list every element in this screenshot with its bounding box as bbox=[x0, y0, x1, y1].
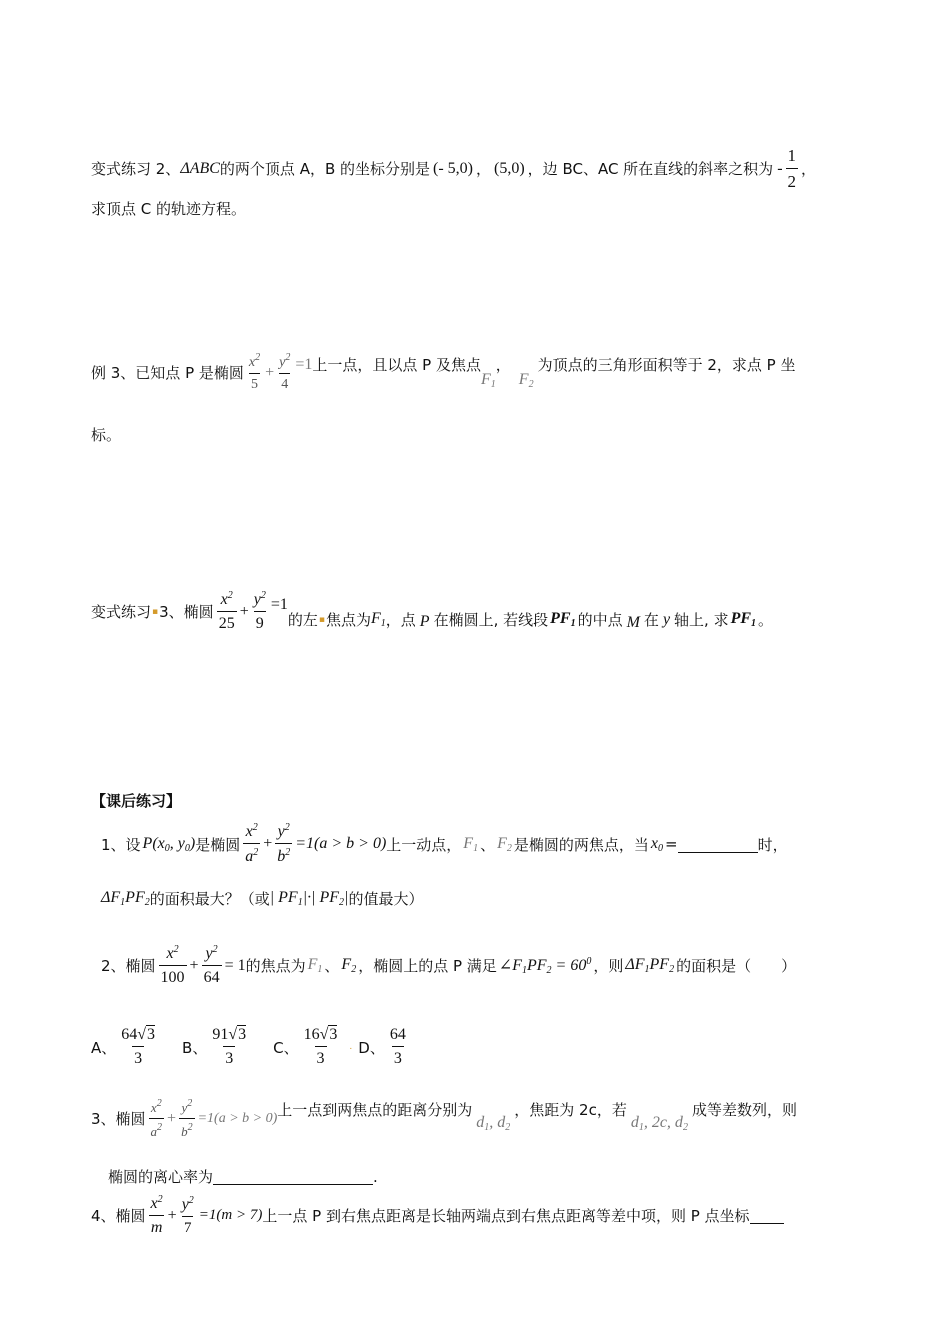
denominator: 5 bbox=[249, 373, 260, 393]
fraction-y2-4 bbox=[277, 352, 292, 393]
fraction-x2-a2 bbox=[149, 1098, 165, 1140]
text: 的面积最大？（或 bbox=[149, 890, 270, 908]
separator: ， bbox=[495, 356, 511, 375]
text: 的中点 bbox=[577, 611, 623, 630]
numerator: $y^2$ bbox=[277, 822, 290, 840]
option-a[interactable] bbox=[91, 1026, 160, 1069]
triangle-f1pf2: $\Delta F_1PF_2$ bbox=[101, 889, 150, 908]
question-1-line1 bbox=[101, 822, 788, 867]
section-title bbox=[91, 790, 181, 811]
focus-f1 bbox=[371, 610, 386, 629]
fraction-x2-25 bbox=[217, 590, 237, 634]
text: 为顶点的三角形面积等于 2，求点 P 坐 bbox=[537, 356, 796, 375]
period: 。 bbox=[758, 611, 774, 630]
numerator: $x^2$ bbox=[166, 944, 179, 962]
text: 焦点为 bbox=[325, 611, 371, 630]
segment-pf1-target bbox=[731, 610, 756, 629]
option-label: A、 bbox=[91, 1038, 117, 1057]
fraction-one-half bbox=[786, 146, 799, 191]
exercise-3-label: 变式练习 bbox=[91, 603, 152, 622]
t: |·| PF bbox=[302, 889, 340, 906]
y: y bbox=[205, 945, 213, 962]
numerator: $y^2$ bbox=[279, 352, 291, 370]
example-3-line1 bbox=[91, 352, 795, 393]
example-3-line2 bbox=[91, 424, 121, 445]
point-p: P bbox=[419, 612, 430, 630]
denominator: 25 bbox=[217, 611, 237, 633]
x0: $x_0$ bbox=[650, 834, 663, 854]
point-p-coords: $P(x_0$, $y_0$) bbox=[142, 834, 196, 854]
text: 轴上, 求 bbox=[674, 611, 729, 630]
x: x bbox=[150, 1195, 158, 1212]
condition: =1(m > 7) bbox=[198, 1207, 263, 1224]
equals-one: = 1 bbox=[224, 956, 246, 974]
triangle-abc: ΔABC bbox=[180, 159, 220, 177]
denominator: 3 bbox=[392, 1046, 404, 1068]
subscript: 2 bbox=[528, 379, 534, 391]
n: 91 bbox=[212, 1026, 229, 1043]
answer-blank-4[interactable] bbox=[750, 1207, 784, 1224]
denominator: 4 bbox=[279, 373, 290, 393]
pf: PF bbox=[550, 610, 571, 628]
numerator: $y^2$ bbox=[253, 590, 266, 608]
denominator: 3 bbox=[315, 1046, 327, 1068]
focus-f2: $F_2$ bbox=[497, 834, 512, 854]
product-pf1-pf2: | $PF_1|\cdot|$ $PF_2|$ bbox=[269, 889, 349, 908]
midpoint-m: M bbox=[626, 613, 640, 631]
text: 是椭圆 bbox=[195, 835, 241, 854]
text: 成等差数列，则 bbox=[691, 1101, 797, 1120]
text: 求顶点 C 的轨迹方程。 bbox=[91, 200, 247, 218]
f: F bbox=[518, 371, 529, 389]
subscript: 1 bbox=[751, 618, 757, 630]
condition: =1(a > b > 0) bbox=[197, 1110, 278, 1126]
fraction-y2-9 bbox=[252, 590, 268, 634]
p2: , y bbox=[169, 834, 185, 852]
t: ΔF bbox=[625, 956, 645, 974]
triangle-f1pf2: $\Delta F_1PF_2$ bbox=[625, 956, 675, 976]
pf: PF bbox=[730, 610, 752, 628]
d: d bbox=[630, 1114, 639, 1132]
t: | bbox=[344, 889, 349, 906]
radicand: 3 bbox=[147, 1026, 156, 1043]
subscript: 1 bbox=[570, 618, 576, 630]
text: ，则 bbox=[593, 957, 624, 976]
answer-options bbox=[91, 1026, 433, 1069]
text: 上一点到两焦点的距离分别为 bbox=[277, 1101, 473, 1120]
point-a: (- 5,0) bbox=[433, 159, 473, 177]
f: F bbox=[371, 610, 381, 628]
f: F bbox=[341, 956, 352, 974]
separator: 、 bbox=[324, 957, 340, 976]
denominator: 7 bbox=[182, 1216, 194, 1237]
numerator: 16√3 bbox=[303, 1026, 338, 1043]
option-value bbox=[302, 1026, 340, 1069]
focus-f2 bbox=[519, 371, 534, 390]
focus-f1 bbox=[481, 371, 496, 390]
fraction-y2-64 bbox=[202, 944, 222, 988]
text: 上一点 P 到右焦点距离是长轴两端点到右焦点距离等差中项，则 P 点坐标 bbox=[262, 1207, 750, 1226]
x: x bbox=[166, 945, 174, 962]
question-3-line1 bbox=[91, 1098, 797, 1140]
denominator: $a^2$ bbox=[149, 1118, 165, 1140]
denominator: m bbox=[149, 1215, 165, 1237]
numerator: $y^2$ bbox=[181, 1194, 194, 1213]
text: 标。 bbox=[91, 426, 122, 444]
equals-one: =1 bbox=[295, 355, 313, 373]
dot-mark: ▪ bbox=[318, 614, 325, 625]
plus-sign: + bbox=[189, 956, 199, 974]
option-value bbox=[388, 1026, 408, 1069]
denominator: 9 bbox=[254, 611, 266, 633]
numerator: 91√3 bbox=[212, 1026, 247, 1043]
numerator: $x^2$ bbox=[248, 352, 261, 370]
numerator: $x^2$ bbox=[220, 590, 233, 608]
exercise-3-line bbox=[91, 590, 773, 634]
f: F bbox=[497, 834, 507, 852]
option-label: B、 bbox=[182, 1038, 208, 1057]
p: P(x bbox=[142, 834, 165, 852]
d: , 2c, d bbox=[643, 1114, 683, 1132]
text: 在椭圆上, 若线段 bbox=[433, 611, 549, 630]
distances-d1-d2: $d_1$, $d_2$ bbox=[476, 1114, 511, 1134]
separator: ， bbox=[476, 160, 492, 179]
point-b: (5,0) bbox=[494, 159, 525, 177]
text: ，边 BC、AC 所在直线的斜率之积为 bbox=[527, 160, 774, 179]
option-label: C、 bbox=[273, 1038, 299, 1057]
text: 的左 bbox=[287, 611, 318, 630]
plus-sign: + bbox=[263, 835, 273, 853]
denominator: 3 bbox=[223, 1046, 235, 1068]
fraction-x2-100 bbox=[159, 944, 187, 988]
t: PF bbox=[649, 956, 670, 974]
condition: =1(a > b > 0) bbox=[295, 835, 387, 853]
denominator: 3 bbox=[132, 1046, 144, 1068]
text: 、椭圆 bbox=[168, 603, 214, 622]
f: F bbox=[481, 371, 491, 389]
dot-mark: . bbox=[349, 1042, 353, 1053]
text: ，点 bbox=[385, 611, 416, 630]
separator: 、 bbox=[480, 835, 496, 854]
focus-f1: $F_1$ bbox=[463, 834, 479, 854]
d: , d bbox=[489, 1114, 506, 1132]
fraction-y2-7 bbox=[180, 1195, 196, 1238]
option-c[interactable] bbox=[273, 1026, 342, 1069]
equals: = bbox=[665, 835, 678, 854]
question-3-line2 bbox=[108, 1166, 378, 1187]
t: | PF bbox=[269, 889, 298, 906]
option-label: D、 bbox=[358, 1038, 385, 1057]
question-2-line bbox=[101, 944, 796, 988]
option-b[interactable] bbox=[182, 1026, 251, 1069]
y: y bbox=[181, 1195, 189, 1213]
fraction-x2-a2 bbox=[243, 822, 260, 867]
numerator: $y^2$ bbox=[181, 1098, 193, 1115]
f: F bbox=[463, 834, 474, 852]
denominator: 100 bbox=[159, 965, 187, 987]
t: ΔF bbox=[101, 889, 121, 906]
option-d[interactable] bbox=[358, 1026, 411, 1069]
text: ，焦距为 2c，若 bbox=[514, 1101, 627, 1120]
question-4-label: 4、椭圆 bbox=[91, 1207, 146, 1226]
numerator: 64 bbox=[389, 1026, 406, 1043]
n: 64 bbox=[121, 1026, 138, 1043]
option-value bbox=[210, 1026, 248, 1069]
n: 16 bbox=[303, 1026, 320, 1043]
question-3-label: 3、椭圆 bbox=[91, 1110, 146, 1129]
question-1-label: 1、设 bbox=[101, 835, 141, 854]
t: ∠F bbox=[498, 957, 522, 975]
numerator: 64√3 bbox=[121, 1026, 156, 1043]
x: x bbox=[650, 834, 658, 852]
numerator: $x^2$ bbox=[150, 1098, 162, 1115]
numerator: $x^2$ bbox=[150, 1194, 163, 1212]
t: = 60 bbox=[555, 957, 587, 975]
text: ，椭圆上的点 P 满足 bbox=[358, 957, 497, 976]
minus-sign: - bbox=[777, 159, 783, 177]
denominator: 2 bbox=[786, 168, 799, 192]
plus-sign: + bbox=[265, 363, 275, 381]
text: 的焦点为 bbox=[245, 957, 306, 976]
exercise-number: 3 bbox=[159, 602, 169, 621]
subscript: 1 bbox=[490, 379, 496, 391]
text: 椭圆的离心率为 bbox=[108, 1168, 214, 1186]
y-axis: y bbox=[662, 610, 671, 628]
t: PF bbox=[526, 957, 547, 975]
p3: ) bbox=[189, 834, 196, 852]
exercise-2-line2 bbox=[91, 198, 246, 219]
f: F bbox=[307, 956, 318, 974]
fraction-y2-b2 bbox=[275, 822, 292, 867]
exercise-2-label: 变式练习 2、 bbox=[91, 160, 181, 179]
fraction-x2-m bbox=[149, 1194, 165, 1238]
answer-blank-3[interactable] bbox=[213, 1168, 373, 1185]
fraction-x2-5 bbox=[247, 352, 262, 393]
text: 的面积是（ bbox=[676, 957, 752, 976]
text: 是椭圆的两焦点，当 bbox=[513, 835, 649, 854]
question-1-line2 bbox=[101, 888, 423, 909]
denominator: $b^2$ bbox=[275, 843, 292, 866]
text: ） bbox=[781, 957, 797, 976]
dot-mark: ▪ bbox=[152, 606, 159, 617]
numerator: $x^2$ bbox=[245, 822, 258, 840]
title: 【课后练习】 bbox=[91, 792, 182, 810]
focus-f1: $F_1$ bbox=[307, 956, 323, 976]
d: d bbox=[476, 1114, 485, 1132]
denominator: $a^2$ bbox=[243, 843, 260, 866]
subscript: 1 bbox=[380, 618, 386, 630]
comma: ， bbox=[801, 160, 817, 179]
example-3-label: 例 3、已知点 P 是椭圆 bbox=[91, 364, 244, 383]
plus-sign: + bbox=[239, 602, 249, 620]
text: 时， bbox=[757, 835, 788, 854]
radicand: 3 bbox=[329, 1026, 338, 1043]
t: PF bbox=[125, 889, 145, 906]
focus-f2: $F_2$ bbox=[341, 956, 357, 976]
question-4-line bbox=[91, 1194, 784, 1238]
sequence: $d_1$, 2c, $d_2$ bbox=[630, 1114, 688, 1134]
text: 上一点，且以点 P 及焦点 bbox=[312, 356, 481, 375]
denominator: $b^2$ bbox=[179, 1118, 195, 1140]
angle-f1pf2: $\angle F_1PF_2 = 60^0$ bbox=[498, 956, 592, 977]
segment-pf1 bbox=[550, 610, 575, 629]
text: 在 bbox=[643, 611, 659, 630]
equals-one: =1 bbox=[270, 595, 288, 613]
denominator: 64 bbox=[202, 965, 222, 987]
fraction-y2-b2 bbox=[179, 1098, 195, 1140]
period: . bbox=[373, 1167, 378, 1186]
numerator: 1 bbox=[787, 146, 797, 165]
question-2-label: 2、椭圆 bbox=[101, 957, 156, 976]
exercise-2-line1 bbox=[91, 146, 816, 191]
plus-sign: + bbox=[167, 1109, 177, 1127]
plus-sign: + bbox=[167, 1206, 177, 1224]
text: 的两个顶点 A，B 的坐标分别是 bbox=[219, 160, 431, 179]
numerator: $y^2$ bbox=[205, 944, 218, 962]
radicand: 3 bbox=[238, 1026, 247, 1043]
option-value bbox=[119, 1026, 157, 1069]
answer-blank-1[interactable] bbox=[678, 836, 758, 853]
text: 的值最大） bbox=[348, 890, 424, 908]
text: 上一动点， bbox=[386, 835, 462, 854]
